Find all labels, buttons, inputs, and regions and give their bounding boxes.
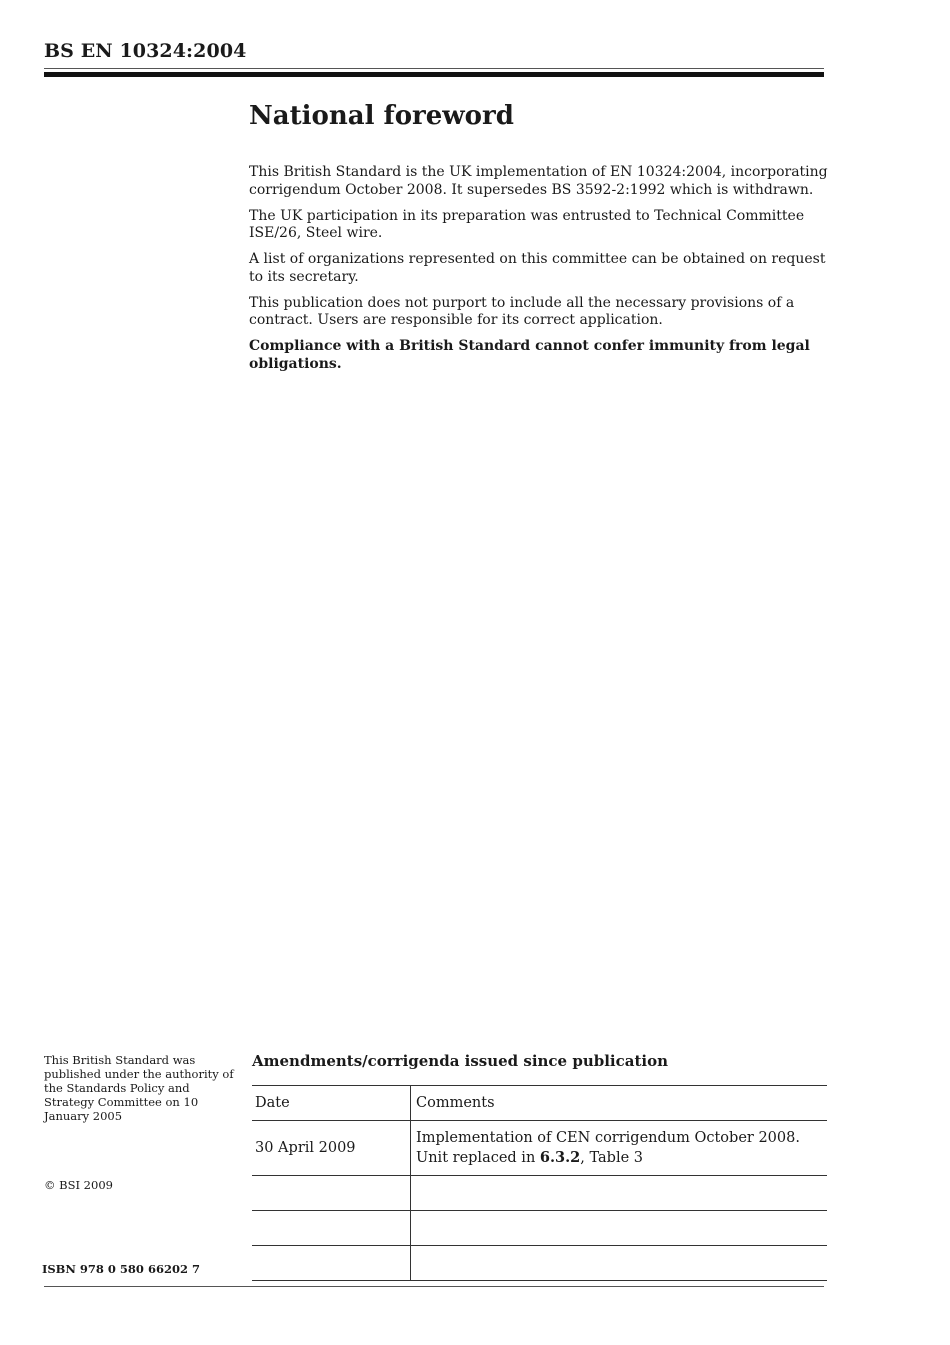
footer-rule: [44, 1286, 824, 1287]
row-comment: [411, 1246, 828, 1281]
foreword-paragraph: This publication does not purport to include all the necessary provisions of a contract. Users are responsible for its correct application.: [249, 294, 795, 328]
isbn: ISBN 978 0 580 66202 7: [42, 1262, 200, 1276]
date-column-header: Date: [252, 1086, 411, 1121]
table-row: [252, 1246, 827, 1281]
foreword-body: [249, 164, 829, 382]
publication-note: This British Standard was published under the authority of the Standards Policy and Strategy Committee on 10 January 2005: [44, 1053, 234, 1123]
table-row: [252, 1176, 827, 1211]
row-date: [252, 1176, 411, 1211]
copyright-notice: © BSI 2009: [44, 1178, 113, 1192]
comment-line-1: Implementation of CEN corrigendum October 2008.: [416, 1130, 800, 1146]
table-row: [252, 1121, 827, 1176]
row-comment: [411, 1176, 828, 1211]
row-date: [252, 1246, 411, 1281]
page-title: National foreword: [249, 101, 514, 131]
foreword-paragraph: A list of organizations represented on this committee can be obtained on request to its secretary.: [249, 251, 826, 285]
foreword-paragraph: The UK participation in its preparation was entrusted to Technical Committee ISE/26, Steel wire.: [249, 207, 805, 241]
table-row: [252, 1211, 827, 1246]
comment-line-2-suffix: , Table 3: [580, 1150, 644, 1166]
row-date: [252, 1211, 411, 1246]
header-rule-thin: [44, 68, 824, 69]
comment-line-2-prefix: Unit replaced in: [416, 1150, 540, 1166]
row-comment: [411, 1121, 828, 1176]
comments-column-header: Comments: [411, 1086, 828, 1121]
table-header-row: [252, 1086, 827, 1121]
amendments-heading: Amendments/corrigenda issued since publication: [252, 1052, 668, 1070]
standard-id: BS EN 10324:2004: [44, 40, 247, 62]
compliance-statement: Compliance with a British Standard cannot confer immunity from legal obligations.: [249, 338, 810, 372]
clause-reference: 6.3.2: [539, 1149, 581, 1166]
header-rule-thick: [44, 72, 824, 77]
row-date: 30 April 2009: [252, 1121, 411, 1176]
row-comment: [411, 1211, 828, 1246]
amendments-table: [252, 1085, 827, 1281]
foreword-paragraph: This British Standard is the UK implementation of EN 10324:2004, incorporating corrigendum October 2008. It supersedes BS 3592-2:1992 which is withdrawn.: [249, 164, 828, 198]
